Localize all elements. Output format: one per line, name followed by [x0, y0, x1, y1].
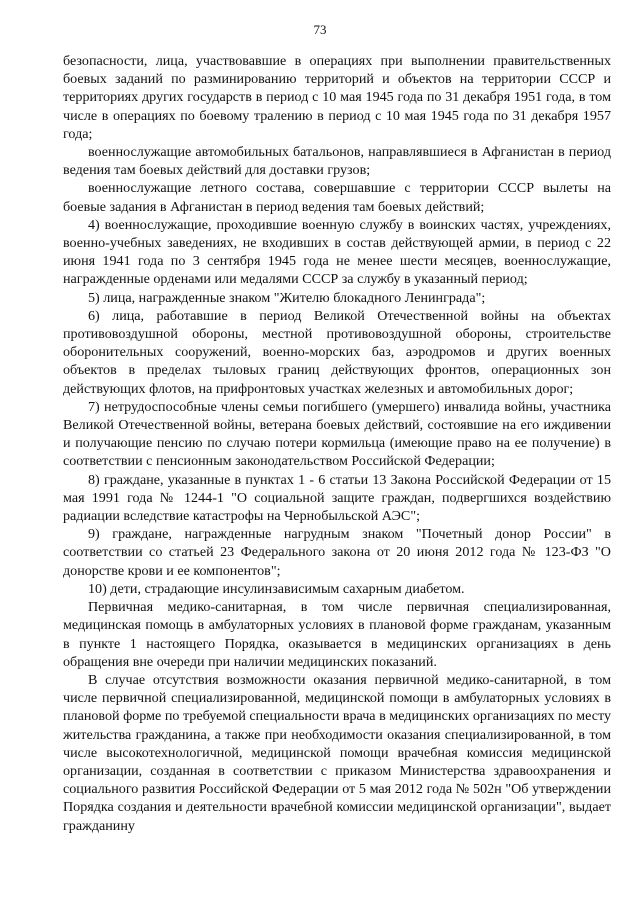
paragraph-item-6: 6) лица, работавшие в период Великой Отечественной войны на объектах противовоздушной обороны, местной противовоздушной обороны, строительстве оборонительных сооружений, военно-морских баз, аэродромов и других военных объектов в пределах тыловых границ действующих фронтов, операционных зон действующих флотов, на прифронтовых участках железных и автомобильных дорог; [63, 307, 611, 397]
paragraph-flight-crew: военнослужащие летного состава, совершавшие с территории СССР вылеты на боевые задания в Афганистан в период ведения там боевых действий; [63, 180, 611, 215]
paragraph-item-5: 5) лица, награжденные знаком "Жителю блокадного Ленинграда"; [88, 289, 486, 306]
paragraph-item-8: 8) граждане, указанные в пунктах 1 - 6 статьи 13 Закона Российской Федерации от 15 мая 1991 года № 1244-1 "О социальной защите граждан, подвергшихся воздействию радиации вследствие катастрофы на Чернобыльской АЭС"; [63, 471, 611, 525]
paragraph-continuation: безопасности, лица, участвовавшие в операциях при выполнении правительственных боевых заданий по разминированию территорий и объектов на территории СССР и территориях других государств в период с 10 мая 1945 года по 31 декабря 1951 года, в том числе в операциях по боевому тралению в период с 10 мая 1945 года по 31 декабря 1957 года; [63, 53, 611, 142]
document-body [63, 52, 611, 835]
paragraph-item-7: 7) нетрудоспособные члены семьи погибшего (умершего) инвалида войны, участника Великой Отечественной войны, ветерана боевых действий, состоявшие на его иждивении и получающие пенсию по случаю потери кормильца (имеющие право на ее получение) в соответствии с пенсионным законодательством Российской Федерации; [63, 398, 611, 470]
paragraph-item-4: 4) военнослужащие, проходившие военную службу в воинских частях, учреждениях, военно-учебных заведениях, не входивших в состав действующей армии, в период с 22 июня 1941 года по 3 сентября 1945 года не менее шести месяцев, военнослужащие, награжденные орденами или медалями СССР за службу в указанный период; [63, 216, 611, 288]
paragraph-primary-care: Первичная медико-санитарная, в том числе первичная специализированная, медицинская помощь в амбулаторных условиях в плановой форме гражданам, указанным в пункте 1 настоящего Порядка, оказывается в медицинских организациях в день обращения вне очереди при наличии медицинских показаний. [63, 599, 611, 670]
paragraph-auto-battalions: военнослужащие автомобильных батальонов, направлявшиеся в Афганистан в период ведения там боевых действий для доставки грузов; [63, 144, 611, 179]
page-number: 73 [313, 22, 327, 37]
paragraph-item-10: 10) дети, страдающие инсулинзависимым сахарным диабетом. [88, 580, 465, 597]
paragraph-medical-commission: В случае отсутствия возможности оказания первичной медико-санитарной, в том числе первичной специализированной, медицинской помощи в амбулаторных условиях в плановой форме по требуемой специальности врача в медицинских организациях по месту жительства гражданина, а также при необходимости оказания специализированной, в том числе высокотехнологичной, медицинской помощи врачебная комиссия медицинской организации, созданная в соответствии с приказом Министерства здравоохранения и социального развития Российской Федерации от 5 мая 2012 года № 502н "Об утверждении Порядка создания и деятельности врачебной комиссии медицинской организации", выдает гражданину [63, 671, 611, 834]
paragraph-item-9: 9) граждане, награжденные нагрудным знаком "Почетный донор России" в соответствии со статьей 23 Федерального закона от 20 июня 2012 года № 123-ФЗ "О донорстве крови и ее компонентов"; [63, 526, 611, 579]
